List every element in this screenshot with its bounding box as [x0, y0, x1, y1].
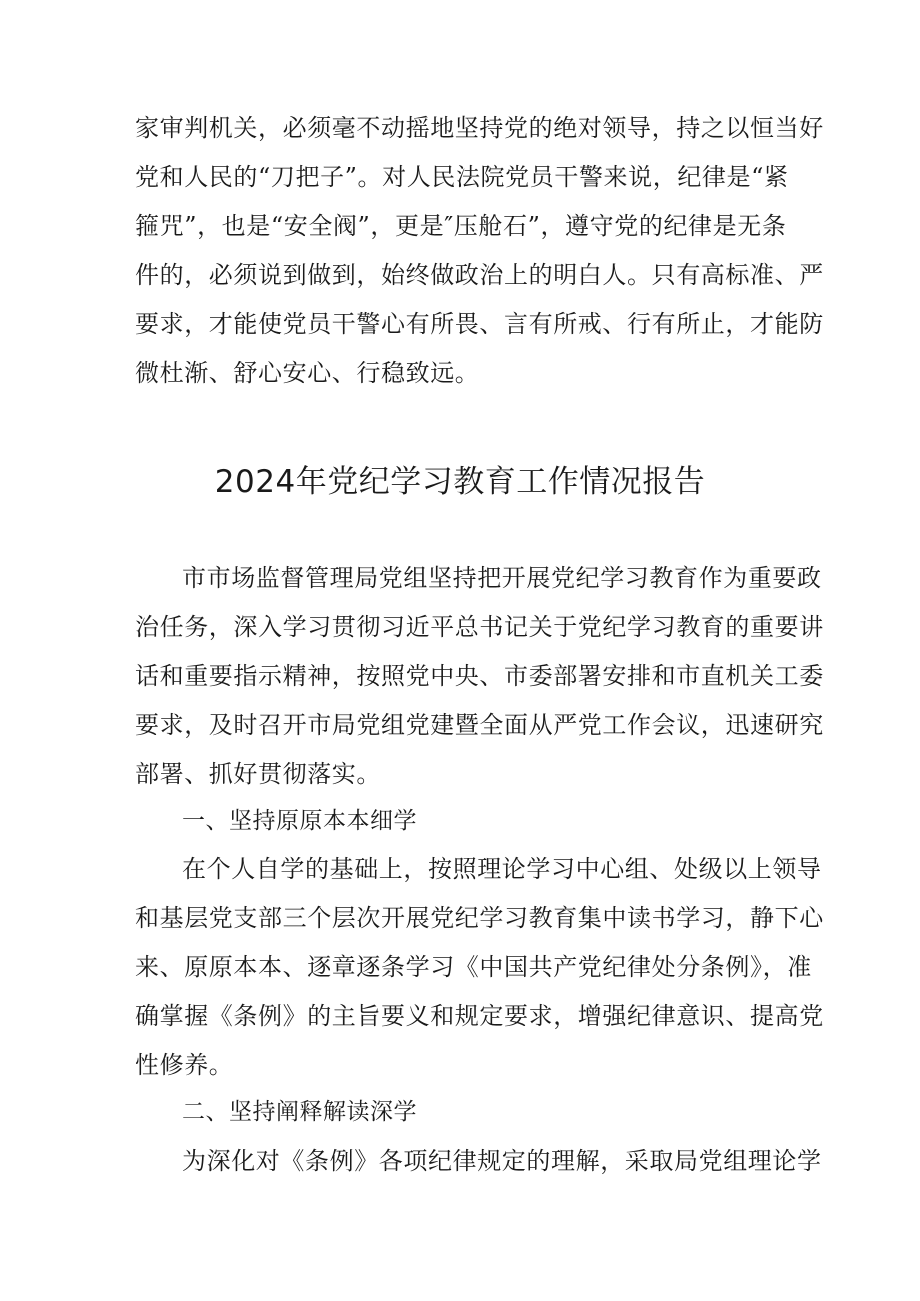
paragraph-line: 治任务，深入学习贯彻习近平总书记关于党纪学习教育的重要讲: [135, 613, 824, 641]
document-title: 2024年党纪学习教育工作情况报告: [214, 464, 706, 500]
paragraph-line: 要求，才能使党员干警心有所畏、言有所戒、行有所止，才能防: [135, 310, 824, 338]
paragraph-line: 市市场监督管理局党组坚持把开展党纪学习教育作为重要政: [182, 564, 822, 592]
paragraph-line: 部署、抓好贯彻落实。: [135, 760, 381, 788]
paragraph-line: 微杜渐、舒心安心、行稳致远。: [135, 359, 480, 387]
paragraph-line: 家审判机关，必须毫不动摇地坚持党的绝对领导，持之以恒当好: [135, 114, 824, 142]
paragraph-line: 为深化对《条例》各项纪律规定的理解，采取局党组理论学: [182, 1147, 822, 1175]
paragraph-line: 确掌握《条例》的主旨要义和规定要求，增强纪律意识、提高党: [135, 1002, 824, 1030]
paragraph-line: 在个人自学的基础上，按照理论学习中心组、处级以上领导: [182, 855, 822, 883]
paragraph-line: 要求，及时召开市局党组党建暨全面从严党工作会议，迅速研究: [135, 711, 824, 739]
section-heading: 一、坚持原原本本细学: [182, 808, 417, 834]
paragraph-line: 来、原原本本、逐章逐条学习《中国共产党纪律处分条例》，准: [135, 953, 812, 981]
section-heading: 二、坚持阐释解读深学: [182, 1099, 417, 1125]
paragraph-line: 和基层党支部三个层次开展党纪学习教育集中读书学习，静下心: [135, 904, 824, 932]
paragraph-line: 党和人民的“刀把子”。对人民法院党员干警来说，纪律是“紧: [135, 163, 789, 191]
paragraph-line: 性修养。: [135, 1051, 234, 1079]
paragraph-line: 话和重要指示精神，按照党中央、市委部署安排和市直机关工委: [135, 662, 824, 690]
paragraph-line: 件的，必须说到做到，始终做政治上的明白人。只有高标准、严: [135, 261, 824, 289]
paragraph-line: 箍咒”，也是“安全阀”，更是″压舱石”，遵守党的纪律是无条: [135, 212, 787, 240]
